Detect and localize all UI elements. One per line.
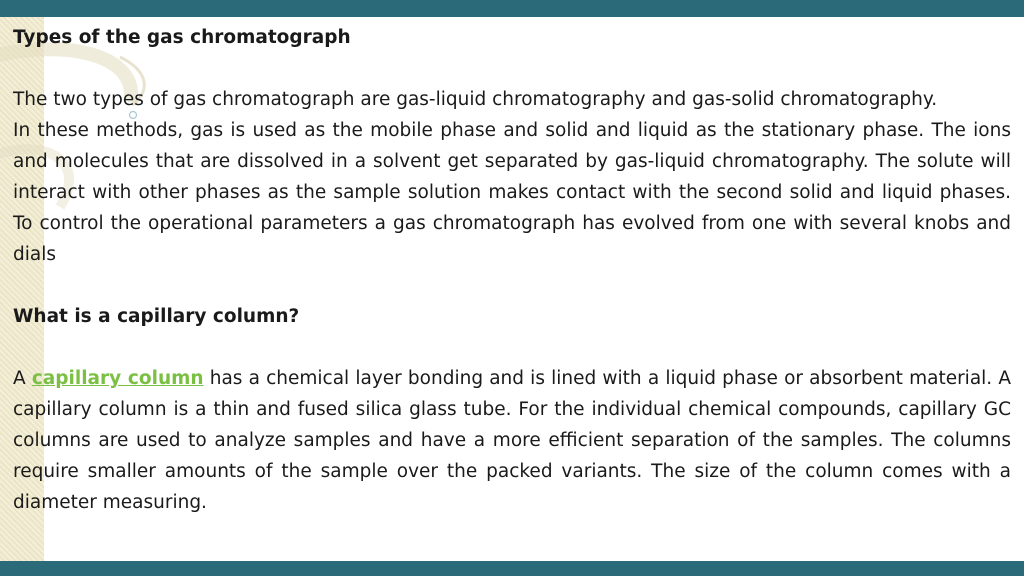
spacer xyxy=(13,53,1011,84)
paragraph-types-intro: The two types of gas chromatograph are gas-liquid chromatography and gas-solid chromatography. xyxy=(13,89,938,110)
paragraph-capillary xyxy=(13,363,1011,518)
top-accent-bar xyxy=(0,0,1024,17)
section-heading-types: Types of the gas chromatograph xyxy=(13,27,351,48)
paragraph-capillary-body: has a chemical layer bonding and is lined with a liquid phase or absorbent material. A capillary column is a thin and fused silica glass tube. For the individual chemical compounds, capillary GC columns are used to analyze samples and have a more efficient separation of the samples. The columns require smaller amounts of the sample over the packed variants. The size of the column comes with a diameter measuring. xyxy=(13,368,1011,513)
section-heading-capillary: What is a capillary column? xyxy=(13,306,300,327)
slide-content xyxy=(13,22,1011,518)
paragraph-methods: In these methods, gas is used as the mobile phase and solid and liquid as the stationary phase. The ions and molecules that are dissolved in a solvent get separated by gas-liquid chromatography. The solute will interact with other phases as the sample solution makes contact with the second solid and liquid phases. To control the operational parameters a gas chromatograph has evolved from one with several knobs and dials xyxy=(13,120,1011,265)
spacer xyxy=(13,270,1011,301)
paragraph-prefix: A xyxy=(13,368,26,389)
capillary-column-link[interactable]: capillary column xyxy=(31,368,204,389)
spacer xyxy=(13,332,1011,363)
bottom-accent-bar xyxy=(0,561,1024,576)
